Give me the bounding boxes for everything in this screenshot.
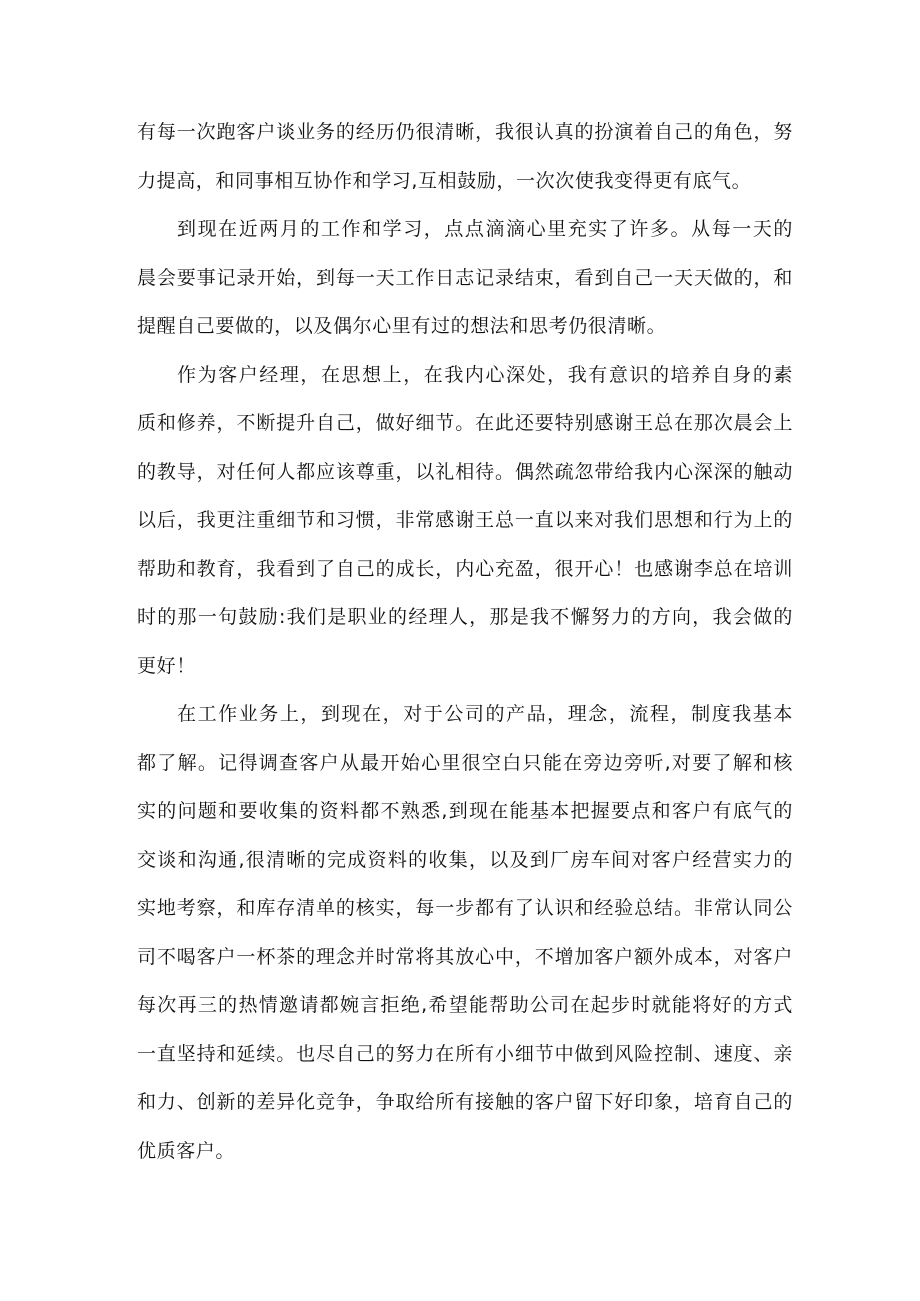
- paragraph: [137, 108, 793, 205]
- text-line: 提醒自己要做的，以及偶尔心里有过的想法和思考仍很清晰。: [137, 315, 667, 337]
- text-line: 都了解。记得调查客户从最开始心里很空白只能在旁边旁听,对要了解和核: [137, 751, 793, 774]
- text-line: 质和修养，不断提升自己，做好细节。在此还要特别感谢王总在那次晨会上: [137, 412, 793, 434]
- text-line: 优质客户。: [137, 1139, 236, 1162]
- text-line: 以后，我更注重细节和习惯，非常感谢王总一直以来对我们思想和行为上的: [137, 509, 793, 531]
- text-line: 和力、创新的差异化竞争，争取给所有接触的客户留下好印象，培育自己的: [137, 1091, 793, 1113]
- text-line: 帮助和教育，我看到了自己的成长，内心充盈，很开心！也感谢李总在培训: [137, 557, 793, 580]
- paragraph: [137, 351, 793, 691]
- document-body: [137, 108, 793, 1175]
- text-line: 司不喝客户一杯茶的理念并时常将其放心中，不增加客户额外成本，对客户: [137, 945, 793, 968]
- text-line: 力提高，和同事相互协作和学习,互相鼓励，一次次使我变得更有底气。: [137, 169, 752, 192]
- text-line: 晨会要事记录开始，到每一天工作日志记录结束，看到自己一天天做的，和: [137, 266, 793, 289]
- text-line: 更好！: [137, 654, 196, 677]
- text-line: 在工作业务上，到现在，对于公司的产品，理念，流程，制度我基本: [177, 703, 793, 725]
- text-line: 的教导，对任何人都应该尊重，以礼相待。偶然疏忽带给我内心深深的触动: [137, 460, 793, 483]
- text-line: 每次再三的热情邀请都婉言拒绝,希望能帮助公司在起步时就能将好的方式: [137, 994, 793, 1016]
- text-line: 实的问题和要收集的资料都不熟悉,到现在能基本把握要点和客户有底气的: [137, 800, 793, 822]
- paragraph: [137, 205, 793, 351]
- text-line: 时的那一句鼓励:我们是职业的经理人，那是我不懈努力的方向，我会做的: [137, 606, 793, 628]
- text-line: 交谈和沟通,很清晰的完成资料的收集，以及到厂房车间对客户经营实力的: [137, 848, 793, 871]
- text-line: 实地考察，和库存清单的核实，每一步都有了认识和经验总结。非常认同公: [137, 897, 793, 919]
- paragraph: [137, 690, 793, 1175]
- text-line: 作为客户经理，在思想上，在我内心深处，我有意识的培养自身的素: [177, 363, 793, 386]
- text-line: 到现在近两月的工作和学习，点点滴滴心里充实了许多。从每一天的: [177, 218, 793, 240]
- text-line: 一直坚持和延续。也尽自己的努力在所有小细节中做到风险控制、速度、亲: [137, 1042, 793, 1065]
- text-line: 有每一次跑客户谈业务的经历仍很清晰，我很认真的扮演着自己的角色，努: [137, 121, 793, 143]
